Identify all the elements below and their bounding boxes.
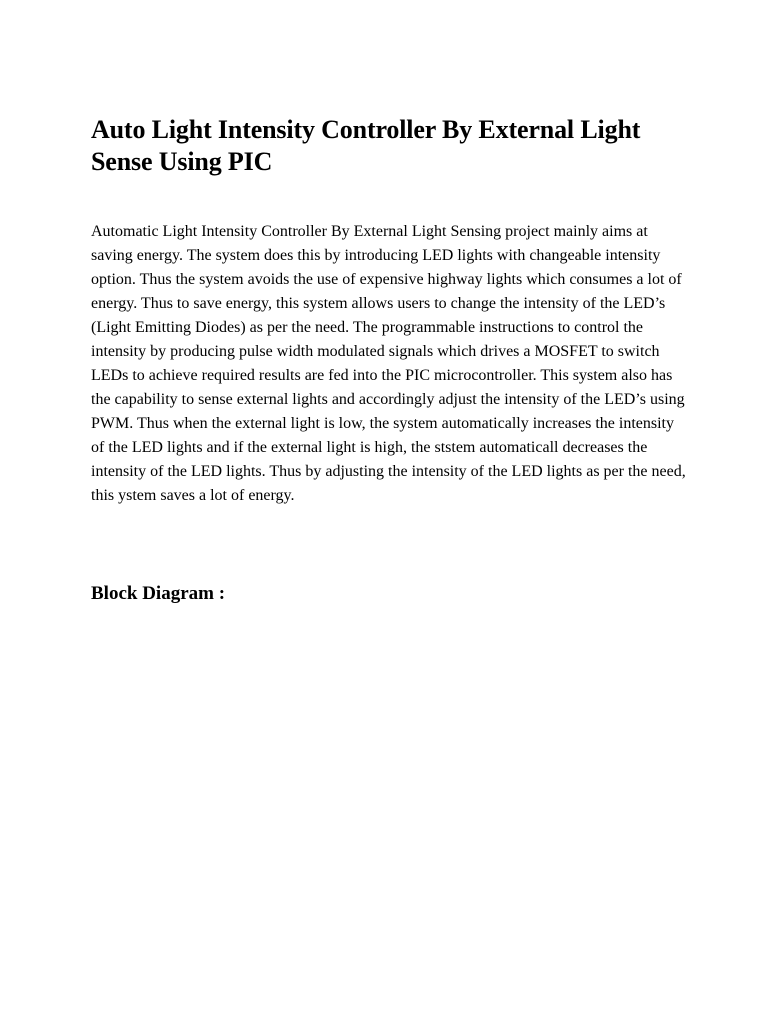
block-diagram-heading: Block Diagram : (91, 583, 226, 604)
description-paragraph: Automatic Light Intensity Controller By External Light Sensing project mainly aims at saving energy. The system does this by introducing LED lights with changeable intensity option. Thus the system avoids the use of expensive highway lights which consumes a lot of energy. Thus to save energy, this system allows users to change the intensity of the LED’s (Light Emitting Diodes) as per the need. The programmable instructions to control the intensity by producing pulse width modulated signals which drives a MOSFET to switch LEDs to achieve required results are fed into the PIC microcontroller. This system also has the capability to sense external lights and accordingly adjust the intensity of the LED’s using PWM. Thus when the external light is low, the system automatically increases the intensity of the LED lights and if the external light is high, the ststem automaticall decreases the intensity of the LED lights. Thus by adjusting the intensity of the LED lights as per the need, this ystem saves a lot of energy. (91, 223, 686, 504)
document-title: Auto Light Intensity Controller By External Light Sense Using PIC (91, 115, 641, 176)
